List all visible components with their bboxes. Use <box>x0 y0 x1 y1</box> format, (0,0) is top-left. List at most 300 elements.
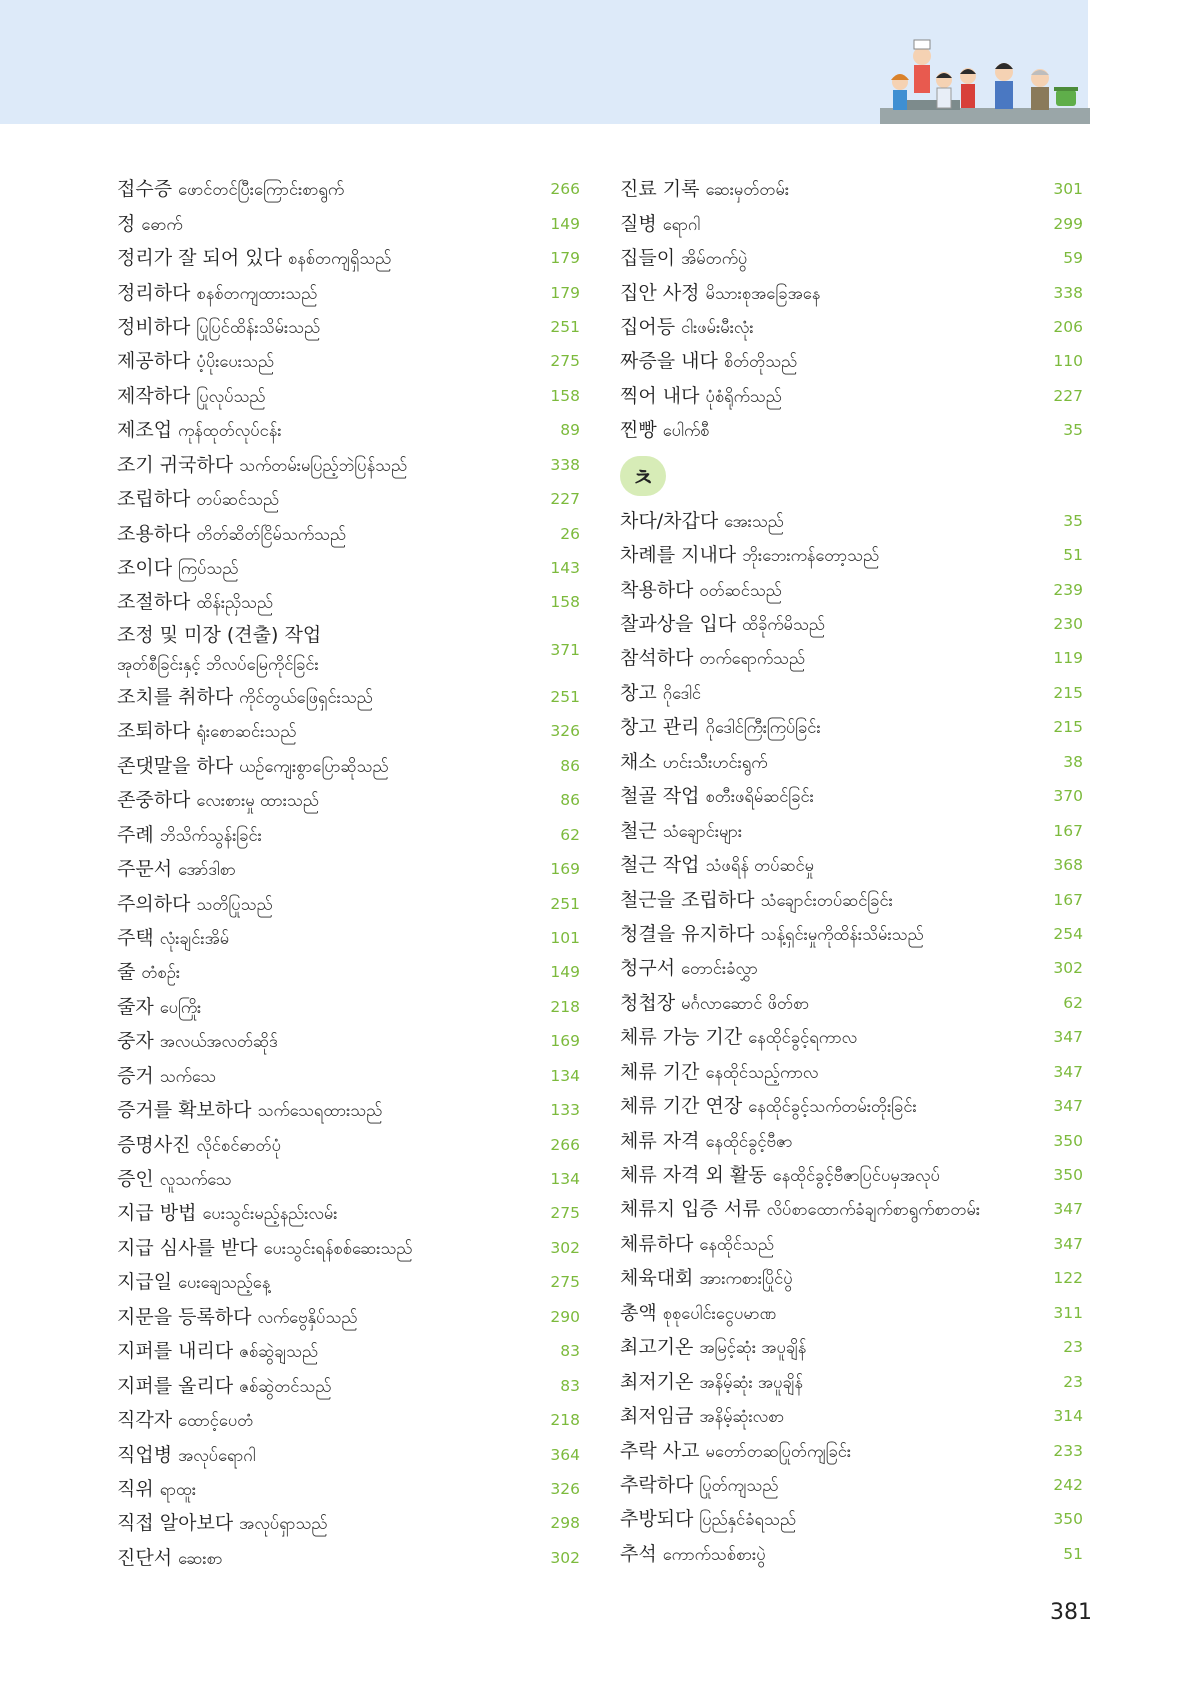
myanmar-translation: အမြင့်ဆုံး အပူချိန် <box>699 1338 807 1358</box>
korean-term: 체류 자격 외 활동 <box>620 1164 767 1187</box>
myanmar-translation: မတော်တဆပြုတ်ကျခြင်း <box>705 1441 852 1461</box>
myanmar-translation: ပြုပြင်ထိန်းသိမ်းသည် <box>196 317 321 337</box>
index-entry <box>117 241 580 275</box>
korean-term: 주의하다 <box>117 892 191 915</box>
index-entry <box>117 172 580 206</box>
index-term <box>117 716 296 746</box>
myanmar-translation: တံစဉ်း <box>141 963 181 983</box>
myanmar-translation: အလယ်အလတ်ဆိုဒ် <box>159 1032 278 1052</box>
korean-term: 철골 작업 <box>620 785 700 808</box>
korean-term: 추락하다 <box>620 1473 694 1496</box>
myanmar-translation: ဝတ်ဆင်သည် <box>699 580 782 600</box>
index-entry <box>117 1472 580 1506</box>
index-entry <box>117 783 580 817</box>
myanmar-translation: စတီးဖရိမ်ဆင်ခြင်း <box>705 787 814 807</box>
page-reference: 83 <box>560 1376 580 1395</box>
myanmar-translation: စနစ်တကျထားသည် <box>196 283 318 303</box>
korean-term: 주택 <box>117 926 154 949</box>
index-entry <box>117 448 580 482</box>
korean-term: 창고 관리 <box>620 716 700 739</box>
index-entry <box>620 504 1083 538</box>
myanmar-translation: သတိပြုသည် <box>196 894 273 914</box>
index-entry <box>620 676 1083 710</box>
myanmar-translation: အနိမ့်ဆုံး အပူချိန် <box>699 1372 803 1392</box>
myanmar-translation: ဆေးစာ <box>178 1548 223 1568</box>
page-reference: 35 <box>1063 421 1083 440</box>
myanmar-translation: တိတ်ဆိတ်ငြိမ်သက်သည် <box>196 524 346 544</box>
letter-badge: ㅊ <box>620 456 666 496</box>
page-reference: 266 <box>550 1135 580 1154</box>
myanmar-translation: ဓောက် <box>141 214 183 234</box>
page-reference: 167 <box>1053 890 1083 909</box>
page-reference: 347 <box>1053 1200 1083 1219</box>
page-reference: 347 <box>1053 1062 1083 1081</box>
korean-term: 정리하다 <box>117 281 191 304</box>
korean-term: 중자 <box>117 1030 154 1053</box>
korean-term: 조기 귀국하다 <box>117 453 234 476</box>
index-term <box>620 609 825 639</box>
page-reference: 167 <box>1053 821 1083 840</box>
korean-term: 접수증 <box>117 178 173 201</box>
index-term <box>620 919 924 949</box>
index-term <box>117 1061 216 1091</box>
index-entry <box>117 413 580 447</box>
myanmar-translation: ထိခိုက်မိသည် <box>742 615 825 635</box>
index-term <box>620 953 758 983</box>
index-entry <box>620 538 1083 572</box>
korean-term: 진단서 <box>117 1546 173 1569</box>
index-entry <box>117 680 580 714</box>
index-column-right <box>620 172 1083 1571</box>
index-term <box>117 312 320 342</box>
korean-term: 찰과상을 입다 <box>620 613 737 636</box>
myanmar-translation: ဂိုဒေါင်ကြီးကြပ်ခြင်း <box>705 718 821 738</box>
myanmar-translation: သန့်ရှင်းမှုကိုထိန်းသိမ်းသည် <box>760 924 924 944</box>
page-reference: 158 <box>550 593 580 612</box>
index-term <box>620 678 701 708</box>
myanmar-translation: ဇစ်ဆွဲတင်သည် <box>239 1376 332 1396</box>
index-term <box>117 1405 253 1435</box>
index-term <box>620 575 782 605</box>
index-term <box>117 587 273 617</box>
korean-term: 짜증을 내다 <box>620 350 718 373</box>
page-reference: 275 <box>550 1273 580 1292</box>
index-term <box>117 346 274 376</box>
index-entry <box>117 921 580 955</box>
korean-term: 청첩장 <box>620 991 676 1014</box>
page-reference: 134 <box>550 1066 580 1085</box>
index-entry <box>117 1127 580 1161</box>
page-reference: 266 <box>550 180 580 199</box>
index-term <box>117 854 236 884</box>
page-reference: 101 <box>550 928 580 947</box>
korean-term: 집안 사정 <box>620 281 700 304</box>
index-entry <box>117 1300 580 1334</box>
index-entry <box>620 1261 1083 1295</box>
index-entry <box>620 710 1083 744</box>
index-entry <box>620 1502 1083 1536</box>
index-term <box>117 1233 412 1263</box>
korean-term: 주례 <box>117 823 154 846</box>
myanmar-translation: အားကစားပြိုင်ပွဲ <box>699 1269 793 1289</box>
korean-term: 집어등 <box>620 315 676 338</box>
korean-term: 철근 작업 <box>620 854 700 877</box>
myanmar-translation: လေးစားမှု ထားသည် <box>196 791 319 811</box>
myanmar-translation: ဟင်းသီးဟင်းရွက် <box>662 752 768 772</box>
page-reference: 51 <box>1063 1544 1083 1563</box>
myanmar-translation: အနိမ့်ဆုံးလစာ <box>699 1407 785 1427</box>
index-term <box>117 1198 337 1228</box>
index-entry <box>620 1399 1083 1433</box>
myanmar-translation: ဘိုးဘေးကန်တော့သည် <box>742 546 880 566</box>
myanmar-translation: အလုပ်ရှာသည် <box>239 1514 328 1534</box>
index-entry <box>117 1334 580 1368</box>
index-entry <box>117 1059 580 1093</box>
myanmar-translation: မိသားစုအခြေအနေ <box>705 283 821 303</box>
korean-term: 조용하다 <box>117 522 191 545</box>
index-entry <box>117 206 580 240</box>
page-reference: 218 <box>550 1411 580 1430</box>
myanmar-translation: သက်တမ်းမပြည့်ဘဲပြန်သည် <box>239 455 408 475</box>
index-entry <box>620 1227 1083 1261</box>
index-entry <box>620 310 1083 344</box>
index-term <box>620 1504 796 1534</box>
index-term <box>620 885 893 915</box>
korean-term: 집들이 <box>620 247 676 270</box>
index-entry <box>117 1093 580 1127</box>
myanmar-translation: အလုပ်ရောဂါ <box>178 1445 256 1465</box>
page-reference: 149 <box>550 214 580 233</box>
index-entry <box>620 779 1083 813</box>
korean-term: 체류 가능 기간 <box>620 1026 743 1049</box>
korean-term: 제작하다 <box>117 384 191 407</box>
page-reference: 242 <box>1053 1475 1083 1494</box>
page-reference: 370 <box>1053 787 1083 806</box>
page-reference: 275 <box>550 1204 580 1223</box>
index-entry <box>117 482 580 516</box>
index-term <box>117 484 279 514</box>
korean-term: 지급 심사를 받다 <box>117 1236 258 1259</box>
korean-term: 추락 사고 <box>620 1439 700 1462</box>
myanmar-translation: သက်သေရထားသည် <box>257 1101 383 1121</box>
page-reference: 347 <box>1053 1028 1083 1047</box>
korean-term: 질병 <box>620 212 657 235</box>
index-term <box>620 1126 793 1156</box>
index-entry <box>117 1368 580 1402</box>
page-reference: 86 <box>560 791 580 810</box>
index-entry <box>117 551 580 585</box>
page-reference: 230 <box>1053 615 1083 634</box>
myanmar-translation: ကိုင်တွယ်ဖြေရှင်းသည် <box>239 687 373 707</box>
index-term <box>117 682 373 712</box>
index-entry <box>620 1192 1083 1226</box>
index-term <box>620 850 814 880</box>
index-entry <box>117 379 580 413</box>
page-reference: 350 <box>1053 1510 1083 1529</box>
page-reference: 179 <box>550 283 580 302</box>
page-reference: 206 <box>1053 317 1083 336</box>
page-reference: 149 <box>550 963 580 982</box>
page-reference: 83 <box>560 1342 580 1361</box>
index-term <box>620 1091 917 1121</box>
index-entry <box>620 951 1083 985</box>
myanmar-translation: ပုံစံရိုက်သည် <box>705 386 782 406</box>
page-reference: 311 <box>1053 1303 1083 1322</box>
index-entry <box>117 1265 580 1299</box>
korean-term: 조립하다 <box>117 488 191 511</box>
myanmar-translation: အိမ်တက်ပွဲ <box>681 249 748 269</box>
index-entry <box>117 344 580 378</box>
index-term <box>117 1302 357 1332</box>
index-entry <box>620 1364 1083 1398</box>
myanmar-translation: ကောက်သစ်စားပွဲ <box>662 1544 766 1564</box>
myanmar-translation: ရာထူး <box>159 1479 197 1499</box>
korean-term: 철근을 조립하다 <box>620 888 755 911</box>
page-reference: 23 <box>1063 1338 1083 1357</box>
page-reference: 227 <box>550 490 580 509</box>
myanmar-translation: ယဉ်ကျေးစွာပြောဆိုသည် <box>239 756 389 776</box>
index-entry <box>620 813 1083 847</box>
myanmar-translation: လက်ဗွေနှိပ်သည် <box>257 1307 358 1327</box>
index-term <box>117 957 180 987</box>
myanmar-translation: ဘိသိက်သွန်းခြင်း <box>159 825 262 845</box>
page-reference: 347 <box>1053 1234 1083 1253</box>
index-term <box>117 1508 327 1538</box>
korean-term: 최저임금 <box>620 1405 694 1428</box>
myanmar-translation: သံချောင်းတပ်ဆင်ခြင်း <box>760 890 893 910</box>
page-reference: 326 <box>550 1479 580 1498</box>
myanmar-translation: အုတ်စီခြင်းနှင့် ဘိလပ်မြေကိုင်ခြင်း <box>117 654 319 674</box>
korean-term: 찐빵 <box>620 419 657 442</box>
myanmar-translation: ဂိုဒေါင် <box>662 683 702 703</box>
korean-term: 총액 <box>620 1301 657 1324</box>
page-reference: 218 <box>550 997 580 1016</box>
index-entry <box>620 1433 1083 1467</box>
page-reference: 51 <box>1063 546 1083 565</box>
myanmar-translation: ထောင့်ပေတံ <box>178 1411 254 1431</box>
index-entry <box>620 172 1083 206</box>
myanmar-translation: နေထိုင်ခွင့်သက်တမ်းတိုးခြင်း <box>748 1097 917 1117</box>
korean-term: 정 <box>117 212 136 235</box>
myanmar-translation: နေထိုင်သည့်ကာလ <box>705 1062 819 1082</box>
index-entry <box>117 1437 580 1471</box>
index-term <box>117 1026 278 1056</box>
page-reference: 110 <box>1053 352 1083 371</box>
korean-term: 증거를 확보하다 <box>117 1099 252 1122</box>
index-entry <box>620 607 1083 641</box>
korean-term: 진료 기록 <box>620 178 700 201</box>
index-term <box>620 1436 851 1466</box>
page-reference: 134 <box>550 1170 580 1189</box>
index-term <box>117 1164 232 1194</box>
myanmar-translation: မင်္ဂလာဆောင် ဖိတ်စာ <box>681 993 810 1013</box>
myanmar-translation: ပြုတ်ကျသည် <box>699 1475 779 1495</box>
index-entry <box>620 344 1083 378</box>
header-right-margin <box>1088 0 1200 124</box>
korean-term: 체육대회 <box>620 1267 694 1290</box>
myanmar-translation: ဖောင်တင်ပြီးကြောင်းစာရွက် <box>178 180 344 200</box>
korean-term: 조퇴하다 <box>117 720 191 743</box>
index-entry <box>620 413 1083 447</box>
myanmar-translation: ကြပ်သည် <box>178 559 239 579</box>
page-reference: 302 <box>1053 959 1083 978</box>
korean-term: 존댓말을 하다 <box>117 754 234 777</box>
myanmar-translation: အေးသည် <box>724 511 784 531</box>
myanmar-translation: လိုင်စင်ဓာတ်ပုံ <box>196 1135 282 1155</box>
korean-term: 줄 <box>117 961 136 984</box>
index-term <box>117 820 262 850</box>
page-reference: 86 <box>560 756 580 775</box>
korean-term: 조절하다 <box>117 591 191 614</box>
index-term <box>117 751 388 781</box>
index-entry <box>620 206 1083 240</box>
index-entry <box>117 1506 580 1540</box>
people-illustration <box>880 38 1090 124</box>
korean-term: 존중하다 <box>117 789 191 812</box>
korean-term: 조치를 취하다 <box>117 685 234 708</box>
index-entry <box>117 275 580 309</box>
page-reference: 302 <box>550 1548 580 1567</box>
page-reference: 371 <box>550 640 580 659</box>
korean-term: 증거 <box>117 1064 154 1087</box>
index-term <box>620 1401 784 1431</box>
index-term <box>620 506 784 536</box>
korean-term: 직접 알아보다 <box>117 1512 234 1535</box>
page-reference: 338 <box>1053 283 1083 302</box>
page-reference: 251 <box>550 894 580 913</box>
myanmar-translation: ပံ့ပိုးပေးသည် <box>196 352 274 372</box>
korean-term: 체류 기간 연장 <box>620 1095 743 1118</box>
index-term <box>117 381 265 411</box>
korean-term: 찍어 내다 <box>620 384 700 407</box>
myanmar-translation: သက်သေ <box>159 1066 217 1086</box>
page-reference: 302 <box>550 1238 580 1257</box>
myanmar-translation: ဆေးမှတ်တမ်း <box>705 180 790 200</box>
index-term <box>620 540 879 570</box>
index-term <box>620 988 809 1018</box>
index-entry <box>620 1537 1083 1571</box>
index-term <box>620 816 742 846</box>
myanmar-translation: စုစုပေါင်းငွေပမာဏ <box>662 1303 777 1323</box>
page-reference: 169 <box>550 1032 580 1051</box>
index-term <box>620 1470 778 1500</box>
index-term <box>620 381 782 411</box>
korean-term: 지급일 <box>117 1271 173 1294</box>
myanmar-translation: ရုံးစောဆင်းသည် <box>196 722 297 742</box>
myanmar-translation: တောင်းခံလွှာ <box>681 959 758 979</box>
index-term <box>117 1543 223 1573</box>
index-term <box>620 712 821 742</box>
index-entry <box>117 1162 580 1196</box>
page-reference: 89 <box>560 421 580 440</box>
page-reference: 158 <box>550 386 580 405</box>
page-reference: 23 <box>1063 1372 1083 1391</box>
page-reference: 26 <box>560 524 580 543</box>
page-reference: 119 <box>1053 649 1083 668</box>
page-reference: 215 <box>1053 683 1083 702</box>
index-entry <box>117 1231 580 1265</box>
korean-term: 차례를 지내다 <box>620 544 737 567</box>
index-term <box>117 1440 256 1470</box>
korean-term: 체류지 입증 서류 <box>620 1198 761 1221</box>
index-entry <box>620 1296 1083 1330</box>
page-reference: 122 <box>1053 1269 1083 1288</box>
index-entry <box>117 886 580 920</box>
korean-term: 최고기온 <box>620 1336 694 1359</box>
myanmar-translation: ကုန်ထုတ်လုပ်ငန်း <box>178 421 282 441</box>
page-reference: 251 <box>550 317 580 336</box>
page-reference: 368 <box>1053 856 1083 875</box>
index-entry <box>620 882 1083 916</box>
korean-term: 추방되다 <box>620 1508 694 1531</box>
page-reference: 239 <box>1053 580 1083 599</box>
myanmar-translation: ငါးဖမ်းမီးလုံး <box>681 317 754 337</box>
index-term <box>620 781 814 811</box>
index-entry <box>620 917 1083 951</box>
index-term <box>620 747 767 777</box>
korean-term: 주문서 <box>117 858 173 881</box>
myanmar-translation: စနစ်တကျရှိသည် <box>287 249 392 269</box>
index-term <box>117 889 273 919</box>
myanmar-translation: ပြုလုပ်သည် <box>196 386 266 406</box>
korean-term: 청결을 유지하다 <box>620 922 755 945</box>
page-reference: 169 <box>550 860 580 879</box>
myanmar-translation: စိတ်တိုသည် <box>723 352 798 372</box>
page-reference: 133 <box>550 1101 580 1120</box>
korean-term: 직각자 <box>117 1409 173 1432</box>
korean-term: 증인 <box>117 1168 154 1191</box>
index-term <box>620 1022 857 1052</box>
page-reference: 62 <box>1063 993 1083 1012</box>
myanmar-translation: နေထိုင်ခွင့်ဗီဇာ <box>705 1131 793 1151</box>
index-term <box>620 1160 940 1190</box>
page-reference: 59 <box>1063 249 1083 268</box>
myanmar-translation: နေထိုင်သည် <box>699 1234 774 1254</box>
index-entry <box>620 641 1083 675</box>
page-reference: 254 <box>1053 924 1083 943</box>
index-entry <box>620 1055 1083 1089</box>
page-reference: 350 <box>1053 1131 1083 1150</box>
korean-term: 체류 자격 <box>620 1129 700 1152</box>
index-term <box>117 923 229 953</box>
index-term <box>620 312 754 342</box>
index-term <box>117 1371 331 1401</box>
index-entry <box>117 817 580 851</box>
myanmar-translation: သံဖရိန် တပ်ဆင်မှု <box>705 856 815 876</box>
page-reference: 301 <box>1053 180 1083 199</box>
index-term <box>117 209 183 239</box>
index-entry <box>117 749 580 783</box>
page-reference: 338 <box>550 455 580 474</box>
index-entry <box>620 1123 1083 1157</box>
myanmar-translation: သံချောင်းများ <box>662 821 743 841</box>
index-term <box>620 346 797 376</box>
myanmar-translation: နေထိုင်ခွင့်ရကာလ <box>748 1028 858 1048</box>
korean-term: 창고 <box>620 681 657 704</box>
page-number: 381 <box>1050 1600 1092 1625</box>
index-entry <box>117 852 580 886</box>
page-reference: 38 <box>1063 752 1083 771</box>
myanmar-translation: ပြည်နှင်ခံရသည် <box>699 1510 796 1530</box>
index-term <box>117 1336 318 1366</box>
index-term <box>620 415 709 445</box>
index-term <box>117 992 201 1022</box>
index-entry <box>117 990 580 1024</box>
index-term <box>620 1229 774 1259</box>
korean-term: 정리가 잘 되어 있다 <box>117 247 282 270</box>
index-term <box>117 553 238 583</box>
index-term <box>117 1130 281 1160</box>
